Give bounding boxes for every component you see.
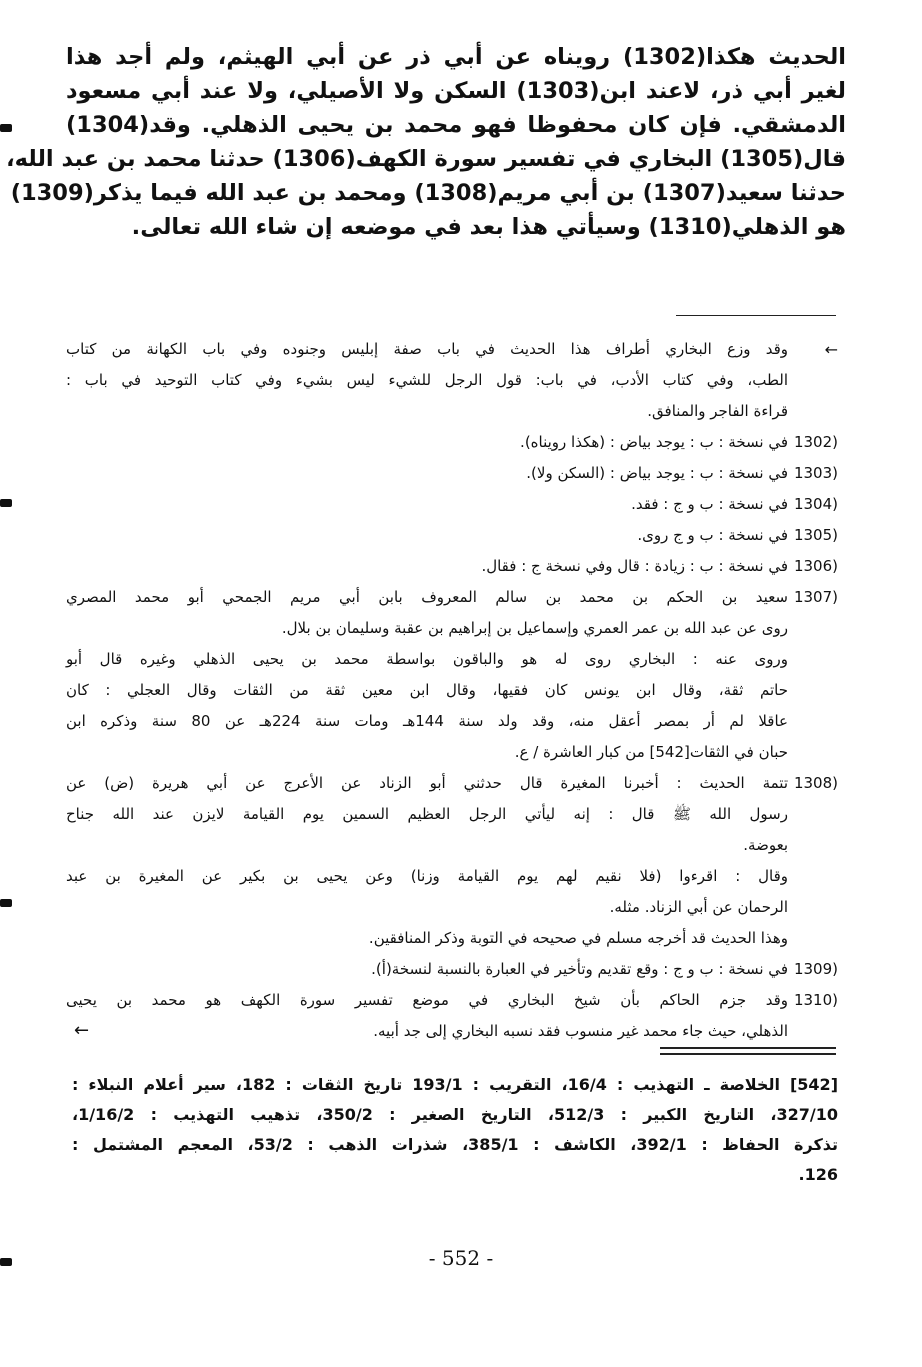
footnote-1308	[66, 768, 838, 954]
footnote-1309	[66, 954, 838, 985]
footnote-1303	[66, 458, 838, 489]
footnote-line: في نسخة : ب : يوجد بياض : (السكن ولا).	[526, 464, 788, 482]
bibliography-separator	[660, 1053, 836, 1055]
footnote-line: الذهلي، حيث جاء محمد غير منسوب فقد نسبه البخاري إلى جد أبيه.	[373, 1022, 788, 1040]
footnote-line: في نسخة : ب و ج : وقع تقديم وتأخير في العبارة بالنسبة لنسخة(أ).	[371, 960, 788, 978]
footnote-number: 1307)	[793, 588, 838, 606]
scan-binding-mark	[0, 124, 12, 132]
footnote-number: 1305)	[793, 526, 838, 544]
main-text-line: الحديث هكذا(1302) رويناه عن أبي ذر عن أبي الهيثم، ولم أجد هذا	[66, 44, 846, 70]
bibliography-line: 327/10، التاريخ الكبير : 512/3، التاريخ الصغير : 350/2، تذهيب التهذيب : 1/16/2،	[72, 1105, 839, 1124]
main-text-line: لغير أبي ذر، لاعند ابن(1303) السكن ولا الأصيلي، ولا عند أبي مسعود	[66, 78, 847, 104]
footnote-line: رسول الله ﷺ قال : إنه ليأتي الرجل العظيم السمين يوم القيامة لايزن عند الله جناح	[66, 805, 788, 823]
main-text-line: حدثنا سعيد(1307) بن أبي مريم(1308) ومحمد بن عبد الله فيما يذكر(1309)	[10, 180, 846, 206]
footnote-number: 1310)	[793, 991, 838, 1009]
footnote-line: عاقلا لم أر بمصر أعقل منه، وقد ولد سنة 144هـ ومات سنة 224هـ عن 80 سنة وذكره ابن	[66, 712, 789, 730]
main-text-line: قال(1305) البخاري في تفسير سورة الكهف(1306) حدثنا محمد بن عبد الله،	[6, 146, 846, 172]
footnote-separator	[676, 315, 836, 316]
bibliography-line: 126.	[798, 1165, 838, 1184]
scan-binding-mark	[0, 899, 12, 907]
main-text	[6, 40, 847, 244]
footnote-line: حبان في الثقات[542] من كبار العاشرة / ع.	[514, 743, 788, 761]
bibliography-line: [542] الخلاصة ـ التهذيب : 16/4، التقريب : 193/1 تاريخ الثقات : 182، سير أعلام النبلاء :	[72, 1075, 838, 1094]
footnote-1306	[66, 551, 838, 582]
footnote-number: 1309)	[793, 960, 838, 978]
footnote-1304	[66, 489, 838, 520]
footnote-line: في نسخة : ب و ج روى.	[637, 526, 788, 544]
footnotes	[66, 334, 838, 1047]
footnote-1310	[66, 985, 838, 1047]
footnote-line: وقد جزم الحاكم بأن شيخ البخاري في موضع تفسير سورة الكهف هو محمد بن يحيى	[66, 991, 788, 1009]
footnote-line: في نسخة : ب : يوجد بياض : (هكذا رويناه).	[520, 433, 788, 451]
footnote-1305	[66, 520, 838, 551]
footnote-number: 1303)	[793, 464, 838, 482]
continuation-arrow: ←	[824, 340, 838, 359]
footnote-line: في نسخة : ب : زيادة : قال وفي نسخة ج : فقال.	[481, 557, 788, 575]
footnote-continued	[66, 334, 838, 427]
footnote-line: وروى عنه : البخاري روى له هو والباقون بواسطة محمد بن يحيى الذهلي وغيره قال أبو	[66, 650, 788, 668]
footnote-line: بعوضة.	[743, 836, 788, 854]
footnote-line: تتمة الحديث : أخبرنا المغيرة قال حدثني أبو الزناد عن الأعرج عن أبي هريرة (ض) عن	[66, 774, 788, 792]
footnote-line: الرحمان عن أبي الزناد. مثله.	[609, 898, 788, 916]
footnote-number: 1304)	[793, 495, 838, 513]
footnote-number: 1302)	[793, 433, 838, 451]
bibliography-separator	[660, 1047, 836, 1049]
page-number: - 552 -	[428, 1246, 494, 1270]
footnote-1307	[66, 582, 838, 768]
bibliography	[72, 1070, 838, 1190]
footnote-number: 1306)	[793, 557, 838, 575]
continuation-arrow-end: ←	[74, 1020, 90, 1041]
footnote-line: وقال : اقرءوا (فلا نقيم لهم يوم القيامة وزنا) وعن يحيى بن بكير عن المغيرة بن عبد	[66, 867, 788, 885]
footnote-line: سعيد بن الحكم بن محمد بن سالم المعروف بابن أبي مريم الجمحي أبو محمد المصري	[66, 588, 788, 606]
footnote-line: الطب، وفي كتاب الأدب، في باب: قول الرجل للشيء ليس بشيء وفي كتاب التوحيد في باب :	[66, 371, 788, 389]
main-text-line: هو الذهلي(1310) وسيأتي هذا بعد في موضعه إن شاء الله تعالى.	[131, 214, 846, 240]
footnote-line: روى عن عبد الله بن عمر العمري وإسماعيل بن إبراهيم بن عقبة وسليمان بن بلال.	[281, 619, 788, 637]
footnote-line: قراءة الفاجر والمنافق.	[647, 402, 788, 420]
footnote-1302	[66, 427, 838, 458]
scan-binding-mark	[0, 499, 12, 507]
footnote-line: في نسخة : ب و ج : فقد.	[631, 495, 788, 513]
footnote-line: وهذا الحديث قد أخرجه مسلم في صحيحه في التوبة وذكر المنافقين.	[368, 929, 788, 947]
footnote-line: وقد وزع البخاري أطراف هذا الحديث في باب صفة إبليس وجنوده وفي باب الكهانة من كتاب	[66, 340, 788, 358]
footnote-line: حاتم ثقة، وقال ابن يونس كان فقيها، وقال ابن معين ثقة من الثقات وقال العجلي : كان	[66, 681, 788, 699]
footnote-number: 1308)	[793, 774, 838, 792]
bibliography-line: تذكرة الحفاظ : 392/1، الكاشف : 385/1، شذرات الذهب : 53/2، المعجم المشتمل :	[72, 1135, 839, 1154]
main-text-line: الدمشقي. فإن كان محفوظا فهو محمد بن يحيى الذهلي. وقد(1304)	[66, 112, 846, 138]
